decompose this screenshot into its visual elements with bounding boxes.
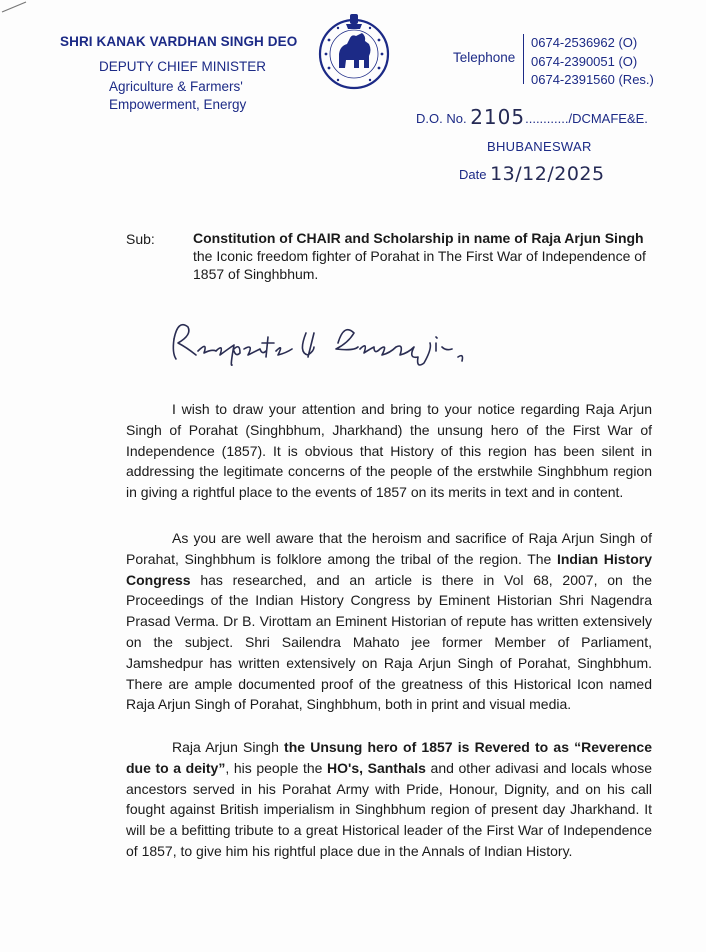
sender-designation: DEPUTY CHIEF MINISTER [99, 59, 267, 74]
do-number-handwritten: 2105 [470, 105, 526, 129]
odisha-emblem-icon [316, 10, 392, 92]
date-line [459, 162, 605, 184]
city: BHUBANESWAR [487, 139, 592, 154]
date-handwritten: 13/12/2025 [490, 163, 605, 185]
handwritten-salutation [168, 313, 498, 369]
subject-text [193, 229, 653, 283]
subject-bold: Constitution of CHAIR and Scholarship in name of Raja Arjun Singh [193, 230, 644, 246]
pen-stroke-mark [0, 0, 40, 14]
paragraph-3-bold-b: HO's, Santhals [327, 759, 426, 776]
telephone-residence: 0674-2391560 (Res.) [531, 72, 654, 87]
paragraph-3-bold-a: the Unsung hero of 1857 is Revered to as “Reverence due to a deity” [126, 739, 652, 776]
do-label: D.O. No. [416, 111, 467, 126]
paragraph-2-text-c: has researched, and an article is there in Vol 68, 2007, on the Proceedings of the Indian History Congress by Eminent Historian Shri Nagendra Prasad Verma. Dr B. Virottam an Eminent Historian of repute has written extensively on the subject. Shri Sailendra Mahato jee former Member of Parliament, Jamshedpur has written extensively on Raja Arjun Singh of Porahat, Singhbhum. There are ample documented proof of the greatness of this Historical Icon named Raja Arjun Singh of Porahat, Singhbhum, both in print and visual media. [126, 571, 652, 713]
paragraph-2-text-a: As you are well aware that the heroism and sacrifice of Raja Arjun Singh of Porahat, Singhbhum is folklore among the tribal of the region. The [126, 530, 652, 567]
telephone-list [531, 34, 654, 90]
do-dots: ............ [525, 111, 569, 126]
telephone-office-1: 0674-2536962 (O) [531, 35, 638, 50]
portfolio-line-2: Empowerment, Energy [109, 97, 247, 112]
portfolio-line-1: Agriculture & Farmers' [109, 79, 243, 94]
paragraph-1 [126, 399, 652, 503]
paragraph-2 [126, 528, 652, 715]
letterhead-sender [58, 34, 297, 114]
paragraph-2-bold: Indian History Congress [126, 550, 652, 588]
paragraph-3-text-e: and other adivasi and locals whose ancestors served in his Porahat Army with Pride, Honour, Dignity, and on his call fought against British imperialism in Singhbhum region of present day Jharkhand. It will be a befitting tribute to a great Historical leader of the First War of Independence of 1857, to give him his rightful place due in the Annals of Indian History. [126, 759, 652, 859]
telephone-divider [523, 34, 524, 84]
paragraph-1-text: I wish to draw your attention and bring to your notice regarding Raja Arjun Singh of Porahat (Singhbhum, Jharkhand) the unsung hero of the First War of Independence (1857). It is obvious that History of this region has been silent in addressing the legitimate concerns of the people of the erstwhile Singhbhum region in giving a rightful place to the events of 1857 on its merits in text and in content. [126, 401, 652, 501]
sender-portfolio [109, 78, 297, 114]
paragraph-3 [126, 737, 652, 862]
date-label: Date [459, 167, 487, 182]
do-number-line [416, 104, 648, 128]
paragraph-3-text-c: , his people the [225, 759, 328, 776]
sender-name: SHRI KANAK VARDHAN SINGH DEO [60, 34, 298, 49]
subject-rest: the Iconic freedom fighter of Porahat in The First War of Independence of 1857 of Singhbhum. [193, 248, 646, 282]
paragraph-3-text-a: Raja Arjun Singh [172, 739, 285, 755]
subject-label: Sub: [126, 231, 155, 247]
telephone-label: Telephone [453, 50, 516, 65]
telephone-office-2: 0674-2390051 (O) [531, 53, 638, 69]
do-suffix: /DCMAFE&E. [568, 111, 648, 126]
